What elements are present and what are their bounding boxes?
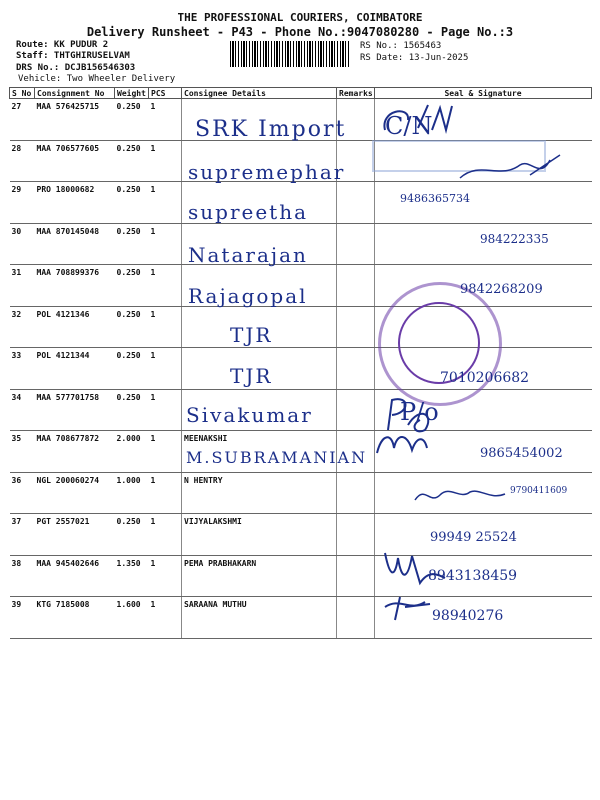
signature-scribble-28 bbox=[420, 150, 570, 190]
row-remarks bbox=[337, 182, 375, 224]
handwritten-signature: C/N bbox=[385, 112, 433, 140]
handwritten-name: TJR bbox=[230, 364, 273, 388]
signature-scribble-27 bbox=[380, 100, 460, 150]
col-remarks: Remarks bbox=[337, 88, 375, 99]
row-weight: 0.250 bbox=[115, 389, 149, 431]
company-title: THE PROFESSIONAL COURIERS, COIMBATORE bbox=[177, 11, 423, 24]
staff-label: Staff: THTGHIRUSELVAM bbox=[16, 51, 130, 61]
row-weight: 1.350 bbox=[115, 555, 149, 597]
row-consignee: N HENTRY bbox=[182, 472, 337, 514]
signature-scribble-39 bbox=[380, 592, 440, 622]
runsheet-title: Delivery Runsheet - P43 - Phone No.:9047080280 - Page No.:3 bbox=[86, 25, 514, 39]
row-sno: 35 bbox=[10, 431, 35, 473]
row-remarks bbox=[337, 223, 375, 265]
row-pcs: 1 bbox=[149, 223, 182, 265]
row-pcs: 1 bbox=[149, 514, 182, 556]
row-consignment-no: MAA 870145048 bbox=[35, 223, 115, 265]
row-sno: 32 bbox=[10, 306, 35, 348]
row-pcs: 1 bbox=[149, 140, 182, 182]
col-consignee: Consignee Details bbox=[182, 88, 337, 99]
row-consignment-no: POL 4121346 bbox=[35, 306, 115, 348]
handwritten-signature: 99949 25524 bbox=[430, 530, 517, 545]
table-row bbox=[10, 306, 592, 348]
row-consignment-no: POL 4121344 bbox=[35, 348, 115, 390]
row-remarks bbox=[337, 597, 375, 639]
row-pcs: 1 bbox=[149, 265, 182, 307]
row-consignee: VIJYALAKSHMI bbox=[182, 514, 337, 556]
row-sno: 38 bbox=[10, 555, 35, 597]
row-remarks bbox=[337, 348, 375, 390]
handwritten-name: supremephar bbox=[188, 160, 346, 184]
row-sno: 31 bbox=[10, 265, 35, 307]
row-weight: 2.000 bbox=[115, 431, 149, 473]
row-weight: 0.250 bbox=[115, 348, 149, 390]
table-row bbox=[10, 597, 592, 639]
rs-number: RS No.: 1565463 bbox=[360, 41, 442, 51]
handwritten-signature: 9790411609 bbox=[510, 486, 568, 496]
row-pcs: 1 bbox=[149, 182, 182, 224]
barcode bbox=[230, 41, 350, 67]
handwritten-signature: 9865454002 bbox=[480, 446, 563, 461]
row-consignment-no: PRO 18000682 bbox=[35, 182, 115, 224]
row-weight: 0.250 bbox=[115, 99, 149, 141]
row-remarks bbox=[337, 555, 375, 597]
row-consignment-no: NGL 200060274 bbox=[35, 472, 115, 514]
row-weight: 1.000 bbox=[115, 472, 149, 514]
row-pcs: 1 bbox=[149, 389, 182, 431]
row-pcs: 1 bbox=[149, 348, 182, 390]
row-sno: 30 bbox=[10, 223, 35, 265]
col-sno: S No bbox=[10, 88, 35, 99]
row-consignment-no: MAA 708677872 bbox=[35, 431, 115, 473]
row-remarks bbox=[337, 306, 375, 348]
row-consignment-no: MAA 576425715 bbox=[35, 99, 115, 141]
row-pcs: 1 bbox=[149, 597, 182, 639]
handwritten-name: Sivakumar bbox=[186, 403, 313, 427]
handwritten-signature: P/o bbox=[400, 398, 439, 426]
handwritten-signature: 7010206682 bbox=[440, 370, 530, 386]
handwritten-name: M.SUBRAMANIAN bbox=[186, 448, 368, 467]
row-pcs: 1 bbox=[149, 555, 182, 597]
row-consignment-no: MAA 708899376 bbox=[35, 265, 115, 307]
row-consignment-no: MAA 706577605 bbox=[35, 140, 115, 182]
signature-scribble-36 bbox=[410, 480, 510, 510]
row-consignee: PEMA PRABHAKARN bbox=[182, 555, 337, 597]
row-consignment-no: MAA 945402646 bbox=[35, 555, 115, 597]
route-label: Route: KK PUDUR 2 bbox=[16, 40, 109, 50]
row-consignee: MEENAKSHI bbox=[182, 431, 337, 473]
row-weight: 0.250 bbox=[115, 140, 149, 182]
signature-scribble-35 bbox=[372, 428, 432, 458]
signature-scribble-38 bbox=[380, 548, 450, 588]
col-consignment: Consignment No bbox=[35, 88, 115, 99]
row-weight: 0.250 bbox=[115, 514, 149, 556]
drs-label: DRS No.: DCJB156546303 bbox=[16, 63, 136, 73]
row-weight: 0.250 bbox=[115, 223, 149, 265]
handwritten-signature: 8943138459 bbox=[428, 568, 518, 584]
row-remarks bbox=[337, 265, 375, 307]
col-weight: Weight bbox=[115, 88, 149, 99]
handwritten-name: TJR bbox=[230, 323, 273, 347]
row-pcs: 1 bbox=[149, 472, 182, 514]
row-sno: 28 bbox=[10, 140, 35, 182]
vehicle-label: Vehicle: Two Wheeler Delivery bbox=[18, 74, 176, 84]
row-consignment-no: KTG 7185008 bbox=[35, 597, 115, 639]
row-consignment-no: MAA 577701758 bbox=[35, 389, 115, 431]
handwritten-name: Rajagopal bbox=[188, 284, 308, 308]
row-sno: 39 bbox=[10, 597, 35, 639]
row-sno: 37 bbox=[10, 514, 35, 556]
row-sno: 33 bbox=[10, 348, 35, 390]
row-weight: 0.250 bbox=[115, 306, 149, 348]
row-pcs: 1 bbox=[149, 99, 182, 141]
handwritten-signature: 98940276 bbox=[432, 608, 504, 624]
rs-date: RS Date: 13-Jun-2025 bbox=[360, 53, 469, 63]
row-remarks bbox=[337, 514, 375, 556]
handwritten-signature: 9486365734 bbox=[400, 192, 470, 205]
handwritten-name: Natarajan bbox=[188, 243, 308, 267]
row-weight: 0.250 bbox=[115, 265, 149, 307]
handwritten-signature: 9842268209 bbox=[460, 282, 543, 297]
row-sno: 27 bbox=[10, 99, 35, 141]
row-consignment-no: PGT 2557021 bbox=[35, 514, 115, 556]
row-consignee: SARAANA MUTHU bbox=[182, 597, 337, 639]
row-sno: 34 bbox=[10, 389, 35, 431]
row-pcs: 1 bbox=[149, 306, 182, 348]
handwritten-name: supreetha bbox=[188, 200, 309, 224]
handwritten-name: SRK Import bbox=[195, 117, 347, 142]
table-header bbox=[10, 88, 592, 99]
handwritten-signature: 984222335 bbox=[480, 232, 549, 246]
col-pcs: PCS bbox=[149, 88, 182, 99]
row-sno: 29 bbox=[10, 182, 35, 224]
row-remarks bbox=[337, 472, 375, 514]
row-remarks bbox=[337, 389, 375, 431]
row-weight: 1.600 bbox=[115, 597, 149, 639]
row-weight: 0.250 bbox=[115, 182, 149, 224]
row-sno: 36 bbox=[10, 472, 35, 514]
row-pcs: 1 bbox=[149, 431, 182, 473]
col-seal: Seal & Signature bbox=[375, 88, 592, 99]
